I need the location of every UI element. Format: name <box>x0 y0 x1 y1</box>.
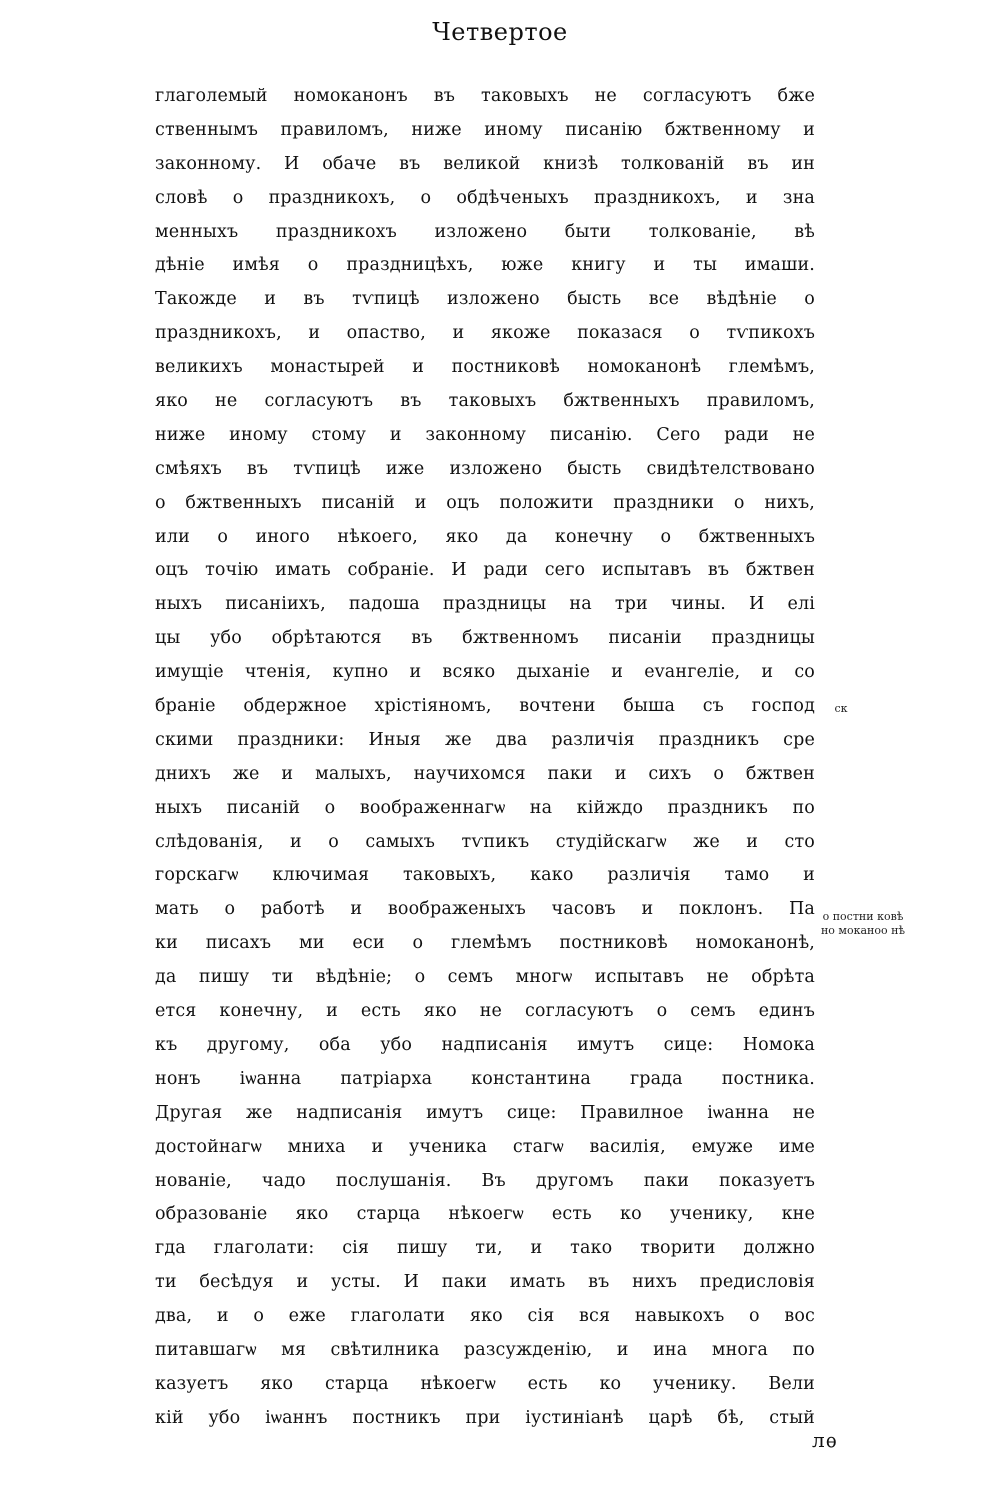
text-line: великихъ монастырей и постниковѣ номоканонѣ глемѣмъ, <box>155 357 815 378</box>
text-line: нованіе, чадо послушанія. Въ другомъ паки показуетъ <box>155 1170 815 1191</box>
text-line: браніе обдержное хрістіяномъ, вочтени быша съ господ <box>155 696 815 717</box>
text-line: ныхъ писаніихъ, падоша праздницы на три чины. И елі <box>155 594 815 615</box>
body-text <box>155 80 815 1436</box>
text-line: оцъ точію имать собраніе. И ради сего испытавъ въ бжтвен <box>155 560 815 581</box>
text-line: законному. И обаче въ великой книзѣ толкованій въ ин <box>155 153 815 174</box>
text-line: горскагѡ ключимая таковыхъ, како различія тамо и <box>155 865 815 886</box>
text-line: къ другому, оба убо надписанія имутъ сице: Номока <box>155 1034 815 1055</box>
text-line: Другая же надписанія имутъ сице: Правилное іѡанна не <box>155 1102 815 1123</box>
text-line: или о иного нѣкоего, яко да конечну о бжтвенныхъ <box>155 526 815 547</box>
text-line: два, и о еже глаголати яко сія вся навыкохъ о вос <box>155 1306 815 1327</box>
text-line: глаголемый номоканонъ въ таковыхъ не согласуютъ бже <box>155 86 815 106</box>
text-line: ется конечну, и есть яко не согласуютъ о семъ единъ <box>155 1001 815 1022</box>
margin-note: о постни ковѣ но моканоо нѣ <box>820 910 906 937</box>
text-line: да пишу ти вѣдѣніе; о семъ многѡ испытавъ не обрѣта <box>155 967 815 988</box>
text-line: питавшагѡ мя свѣтилника разсужденію, и ина многа по <box>155 1339 815 1360</box>
text-line: праздникохъ, и опаство, и якоже показася о тѵпикохъ <box>155 323 815 344</box>
text-line: дѣніе имѣя о праздницѣхъ, юже книгу и ты имаши. <box>155 255 815 276</box>
text-line: ныхъ писаній о воображеннагѡ на кійждо праздникъ по <box>155 797 815 818</box>
text-line: слѣдованія, и о самыхъ тѵпикъ студійскагѡ же и сто <box>155 831 815 852</box>
text-line: Такожде и въ тѵпицѣ изложено бысть все вѣдѣніе о <box>155 289 815 310</box>
text-line: днихъ же и малыхъ, научихомся паки и сихъ о бжтвен <box>155 763 815 784</box>
text-line: словѣ о праздникохъ, о обдѣченыхъ праздникохъ, и зна <box>155 187 815 208</box>
text-line: нонъ іѡанна патріарха константина града постника. <box>155 1068 815 1089</box>
text-line: яко не согласуютъ въ таковыхъ бжтвенныхъ правиломъ, <box>155 391 815 412</box>
text-line: кій убо іѡаннъ постникъ при іустиніанѣ царѣ бѣ, стый <box>155 1407 815 1428</box>
text-line: казуетъ яко старца нѣкоегѡ есть ко ученику. Вели <box>155 1373 815 1394</box>
margin-note: ск <box>834 702 848 715</box>
text-line: ственнымъ правиломъ, ниже иному писанію бжтвенному и <box>155 119 815 140</box>
running-heading: Четвертое <box>432 18 568 46</box>
text-line: образованіе яко старца нѣкоегѡ есть ко ученику, кне <box>155 1204 815 1225</box>
text-line: смѣяхъ въ тѵпицѣ иже изложено бысть свидѣтелствовано <box>155 458 815 479</box>
text-line: ниже иному стому и законному писанію. Сего ради не <box>155 424 815 445</box>
text-line: гда глаголати: сія пишу ти, и тако творити должно <box>155 1238 815 1259</box>
text-line: о бжтвенныхъ писаній и оцъ положити праздники о нихъ, <box>155 492 815 513</box>
text-line: ти бесѣдуя и усты. И паки имать въ нихъ предисловія <box>155 1272 815 1293</box>
text-line: мать о работѣ и воображеныхъ часовъ и поклонъ. Па <box>155 899 815 920</box>
text-line: скими праздники: Иныя же два различія праздникъ сре <box>155 729 815 750</box>
folio-number: лѳ <box>812 1428 838 1452</box>
text-line: имущіе чтенія, купно и всяко дыханіе и еvангеліе, и со <box>155 662 815 683</box>
text-line: менныхъ праздникохъ изложено быти толкованіе, вѣ <box>155 221 815 242</box>
text-line: ки писахъ ми еси о глемѣмъ постниковѣ номоканонѣ, <box>155 933 815 954</box>
text-line: цы убо обрѣтаются въ бжтвенномъ писаніи праздницы <box>155 628 815 649</box>
text-line: достойнагѡ мниха и ученика стагѡ василія, емуже име <box>155 1136 815 1157</box>
